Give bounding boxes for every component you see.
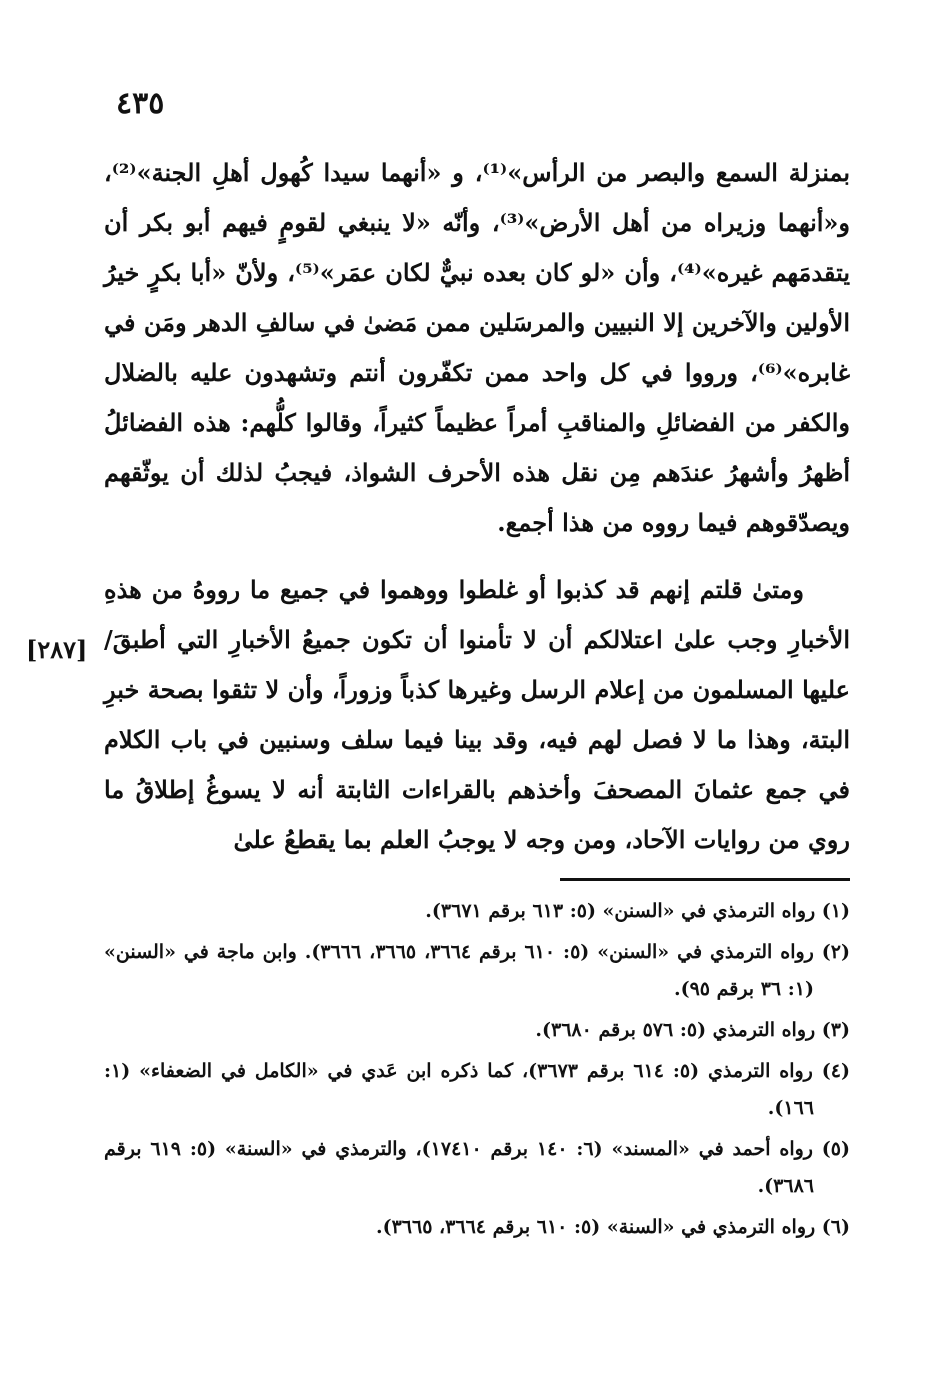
footnote-4: (٤) رواه الترمذي (٥: ٦١٤ برقم ٣٦٧٣)، كما ذكره ابن عَدي في «الكامل في الضعفاء» (١: ١٦٦). [104,1060,850,1119]
footnote-5: (٥) رواه أحمد في «المسند» (٦: ١٤٠ برقم ١٧٤١٠)، والترمذي في «السنة» (٥: ٦١٩ برقم ٣٦٨٦). [104,1138,851,1197]
footnote-6: (٦) رواه الترمذي في «السنة» (٥: ٦١٠ برقم ٣٦٦٤، ٣٦٦٥). [375,1216,850,1238]
manuscript-folio-reference: [٢٨٧] [26,635,88,664]
main-text [104,148,850,865]
footnotes [104,893,850,1250]
paragraph-1: بمنزلة السمع والبصر من الرأس»⁽¹⁾، و «أنهما سيدا كُهول أهلِ الجنة»⁽²⁾، و«أنهما وزيراه من أهل الأرض»⁽³⁾، وأنّه «لا ينبغي لقومٍ فيهم أبو بكر أن يتقدمَهم غيره»⁽⁴⁾، وأن «لو كان بعده نبيٌّ لكان عمَر»⁽⁵⁾، ولأنّ «أبا بكرٍ خيرُ الأولين والآخرين إلا النبيين والمرسَلين ممن مَضىٰ في سالفِ الدهر ومَن في غابره»⁽⁶⁾، ورووا في كل واحد ممن تكفّرون أنتم وتشهدون عليه بالضلال والكفر من الفضائلِ والمناقبِ أمراً عظيماً كثيراً، وقالوا كلُّهم: هذه الفضائلُ أظهرُ وأشهرُ عندَهم مِن نقل هذه الأحرف الشواذ، فيجبُ لذلك أن يوثّقهم ويصدّقوهم فيما رووه من هذا أجمع. [104,158,850,537]
footnote-divider [560,878,850,881]
page-number: ٤٣٥ [116,86,165,121]
footnote-2: (٢) رواه الترمذي في «السنن» (٥: ٦١٠ برقم ٣٦٦٤، ٣٦٦٥، ٣٦٦٦). وابن ماجة في «السنن» (١: ٣٦ برقم ٩٥). [104,941,851,1000]
footnote-1: (١) رواه الترمذي في «السنن» (٥: ٦١٣ برقم ٣٦٧١). [425,900,850,922]
footnote-3: (٣) رواه الترمذي (٥: ٥٧٦ برقم ٣٦٨٠). [535,1019,850,1041]
paragraph-2: ومتىٰ قلتم إنهم قد كذبوا أو غلطوا ووهموا في جميع ما رووهُ من هذهِ الأخبارِ وجب علىٰ اعتلالكم أن لا تأمنوا أن تكون جميعُ الأخبارِ التي أطبقَ/ عليها المسلمون من إعلام الرسل وغيرها كذباً وزوراً، وأن لا تثقوا بصحة خبرِ البتة، وهذا ما لا فصل لهم فيه، وقد بينا فيما سلف وسنبين في باب الكلام في جمع عثمانَ المصحفَ وأخذهم بالقراءات الثابتة أنه لا يسوغُ إطلاقُ ما روي من روايات الآحاد، ومن وجه لا يوجبُ العلم بما يقطعُ علىٰ [104,575,850,854]
